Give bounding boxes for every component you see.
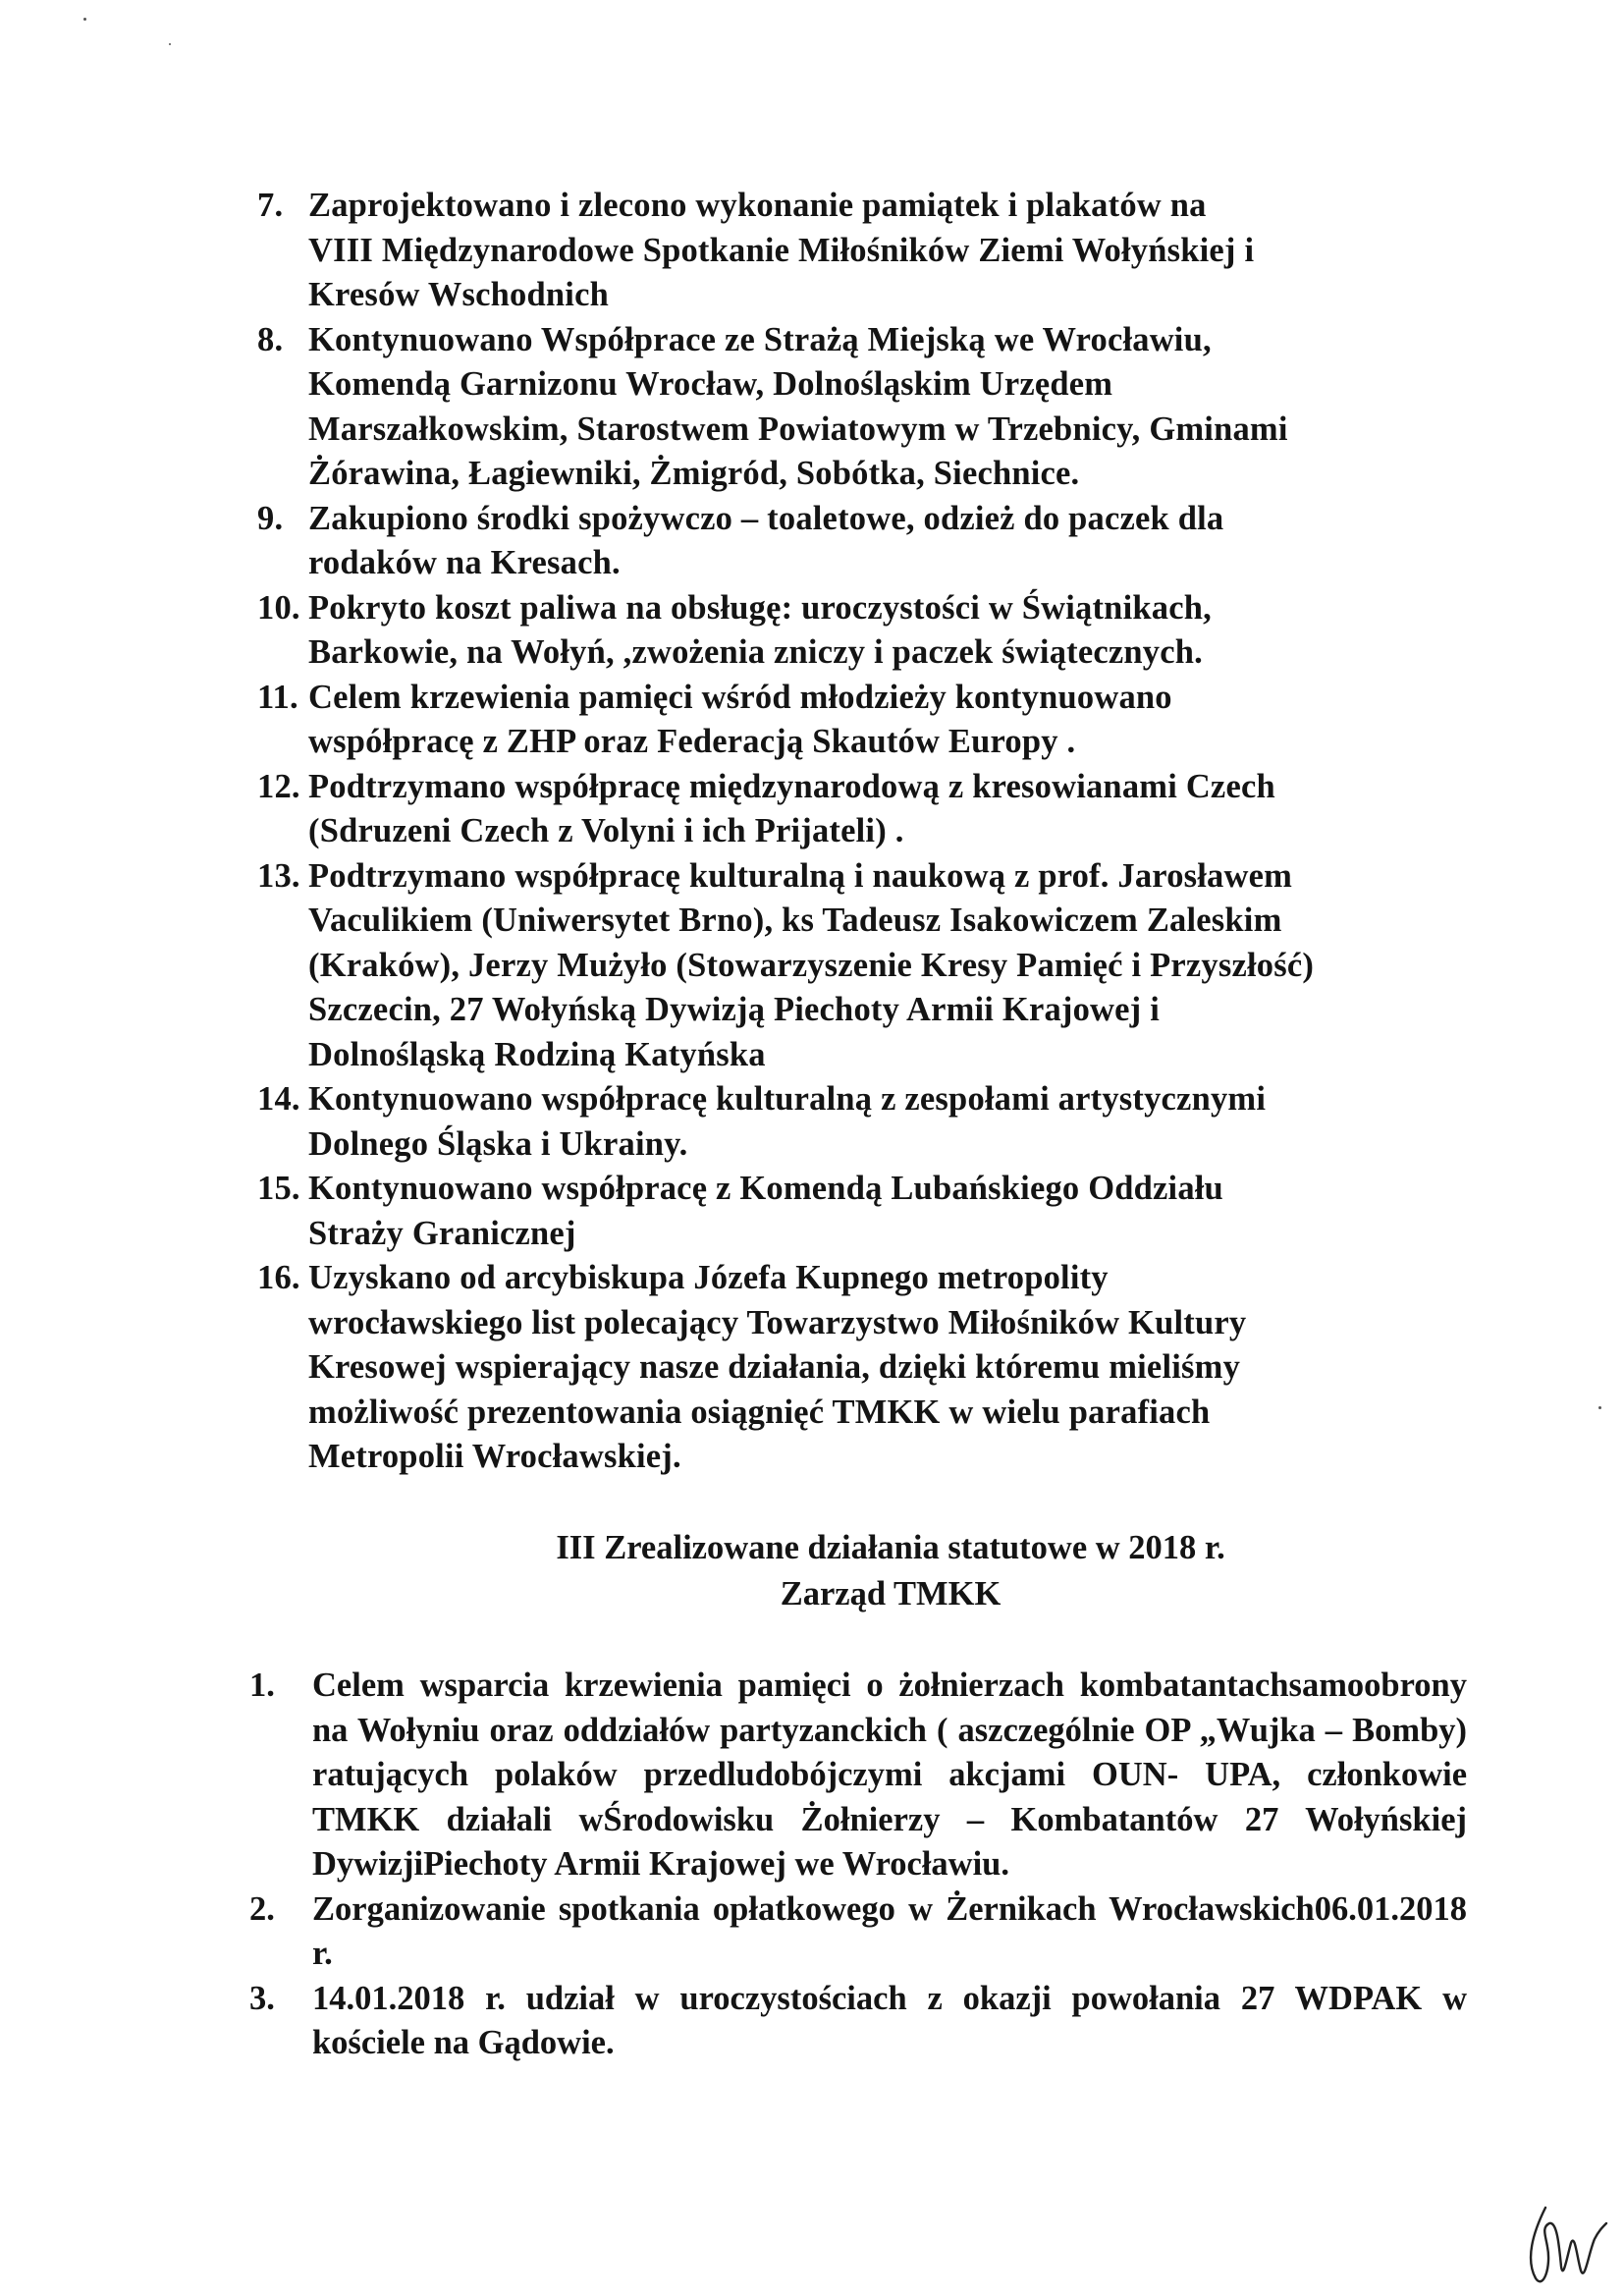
list-item-number: 16. (257, 1259, 300, 1296)
list-item-line: Kresów Wschodnich (308, 276, 609, 313)
list-item-number: 3. (249, 1979, 275, 2017)
list-item-line: współpracę z ZHP oraz Federacją Skautów Europy . (308, 723, 1076, 760)
list-item-number: 11. (257, 678, 298, 716)
list-item-line: Podtrzymano współpracę międzynarodową z kresowianami Czech (308, 767, 1275, 805)
list-item-number: 9. (257, 499, 284, 537)
handwritten-initials (1506, 2188, 1624, 2296)
statutory-activities-list (249, 1664, 1467, 2066)
list-item-line: AK w kościele na Gądowie. (312, 1979, 1468, 2061)
list-item (257, 184, 1485, 318)
list-item-line: Szczecin, 27 Wołyńską Dywizją Piechoty Armii Krajowej i (308, 991, 1160, 1028)
list-item-line: Dolnego Śląska i Ukrainy. (308, 1124, 688, 1163)
list-item-line: Celem wsparcia krzewienia pamięci o żołnierzach kombatantach (312, 1667, 1289, 1704)
list-item (257, 765, 1485, 854)
list-item (257, 1256, 1485, 1480)
section-subheading: Zarząd TMKK (780, 1575, 1001, 1613)
list-item-line: wrocławskiego list polecający Towarzystwo Miłośników Kultury (308, 1303, 1247, 1341)
list-item-line: Dolnośląską Rodziną Katyńska (308, 1035, 766, 1073)
list-item-line: 06.01.2018 r. (312, 1889, 1467, 1972)
list-item-line: Zakupiono środki spożywczo – toaletowe, odzież do paczek dla (308, 499, 1224, 537)
list-item-line: Zorganizowanie spotkania opłatkowego w Żernikach Wrocławskich (312, 1889, 1315, 1928)
list-item-line: 14.01.2018 r. udział w uroczystościach z okazji powołania 27 WDP (312, 1979, 1372, 2017)
list-item-number: 15. (257, 1170, 300, 1207)
list-item-line: samoobrony na Wołyniu oraz oddziałów partyzanckich ( a (312, 1667, 1467, 1749)
list-item (257, 1077, 1485, 1167)
list-item-line: Kontynuowano Współprace ze Strażą Miejską we Wrocławiu, (308, 320, 1212, 358)
list-item (257, 497, 1485, 586)
list-item-number: 8. (257, 320, 284, 358)
list-item-line: (Sdruzeni Czech z Volyni i ich Prijateli) . (308, 812, 904, 849)
list-item-line: Podtrzymano współpracę kulturalną i naukową z prof. Jarosławem (308, 856, 1293, 895)
list-item-line: Uzyskano od arcybiskupa Józefa Kupnego metropolity (308, 1259, 1109, 1296)
list-item (257, 854, 1485, 1078)
achievements-list (257, 184, 1485, 1480)
list-item-number: 13. (257, 856, 300, 895)
list-item (257, 586, 1485, 676)
list-item-line: Marszałkowskim, Starostwem Powiatowym w Trzebnicy, Gminami (308, 410, 1288, 448)
list-item-line: Żórawina, Łagiewniki, Żmigród, Sobótka, Siechnice. (308, 455, 1080, 492)
list-item-number: 1. (249, 1667, 275, 1704)
list-item-line: szczególnie OP „Wujka – Bomby) ratujących polaków przed (312, 1711, 1467, 1793)
list-item-line: Komendą Garnizonu Wrocław, Dolnośląskim Urzędem (308, 365, 1113, 403)
list-item-line: ludobójczymi akcjami OUN- UPA, członkowie TMKK działali w (312, 1756, 1468, 1838)
list-item (249, 1664, 1467, 1887)
list-item (257, 676, 1485, 765)
list-item-line: Piechoty Armii Krajowej we Wrocławiu. (423, 1845, 1009, 1883)
list-item (257, 1167, 1485, 1256)
scan-speck (1598, 1406, 1601, 1409)
list-item-number: 7. (257, 187, 284, 224)
list-item-line: Pokryto koszt paliwa na obsługę: uroczystości w Świątnikach, (308, 588, 1212, 627)
list-item-line: Kresowej wspierający nasze działania, dzięki któremu mieliśmy (308, 1348, 1241, 1386)
list-item-line: Środowisku Żołnierzy – Kombatantów 27 Wołyńskiej Dywizji (312, 1800, 1467, 1883)
list-item (249, 1887, 1467, 1977)
list-item-number: 12. (257, 767, 300, 805)
list-item-number: 2. (249, 1889, 275, 1928)
list-item-line: możliwość prezentowania osiągnięć TMKK w wielu parafiach (308, 1393, 1211, 1431)
section-heading: III Zrealizowane działania statutowe w 2018 r. (556, 1529, 1225, 1566)
list-item (249, 1977, 1467, 2066)
list-item-line: VIII Międzynarodowe Spotkanie Miłośników Ziemi Wołyńskiej i (308, 231, 1255, 269)
list-item-line: (Kraków), Jerzy Mużyło (Stowarzyszenie Kresy Pamięć i Przyszłość) (308, 946, 1315, 984)
scan-speck (83, 18, 86, 21)
list-item-number: 10. (257, 588, 300, 627)
list-item-line: Kontynuowano współpracę z Komendą Lubańskiego Oddziału (308, 1170, 1223, 1207)
list-item-line: Zaprojektowano i zlecono wykonanie pamiątek i plakatów na (308, 187, 1207, 224)
list-item-line: Barkowie, na Wołyń, ,zwożenia zniczy i paczek świątecznych. (308, 633, 1203, 671)
list-item-line: Straży Granicznej (308, 1214, 576, 1252)
list-item-line: Vaculikiem (Uniwersytet Brno), ks Tadeusz Isakowiczem Zaleskim (308, 902, 1282, 939)
list-item-line: Celem krzewienia pamięci wśród młodzieży kontynuowano (308, 678, 1172, 716)
list-item-line: rodaków na Kresach. (308, 544, 621, 581)
scan-speck (169, 43, 171, 45)
list-item-line: Kontynuowano współpracę kulturalną z zespołami artystycznymi (308, 1080, 1267, 1118)
list-item-number: 14. (257, 1080, 300, 1118)
list-item (257, 318, 1485, 497)
list-item-line: Metropolii Wrocławskiej. (308, 1438, 681, 1475)
